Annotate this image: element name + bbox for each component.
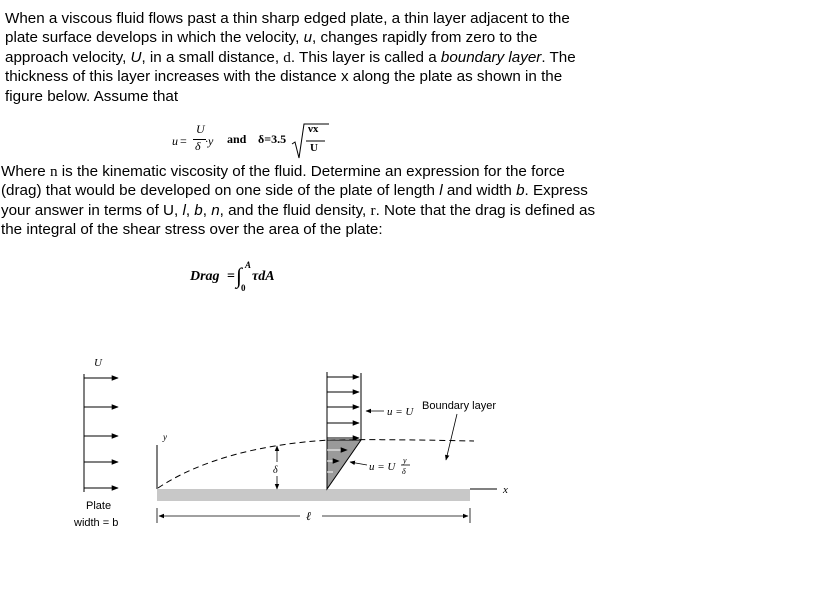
- var-u: u: [303, 29, 313, 47]
- var-b-2: b: [194, 201, 203, 219]
- f1-and: and: [227, 132, 247, 146]
- boundary-layer-label: Boundary layer: [422, 400, 496, 412]
- f1-nu-x: νx: [308, 123, 319, 135]
- y-axis-label: y: [163, 432, 167, 442]
- frac-delta: δ: [402, 467, 406, 476]
- upstream-U-label: U: [94, 357, 102, 369]
- f1-dot-y: ·y: [205, 134, 214, 148]
- drag-formula: [190, 260, 310, 294]
- f2-integrand: τdA: [252, 269, 275, 284]
- boundary-layer-curve: [158, 440, 474, 488]
- var-l-2: l: [182, 201, 186, 219]
- task-paragraph: Where n is the kinematic viscosity of the fluid. Determine an expression for the force (drag) that would be developed on one side of the plate of length l and width b. Express your answer in terms of U, l, b, n, and the fluid density, r. Note that the drag is defined as the integral of the shear stress over the area of the plate:: [1, 163, 596, 239]
- length-label: ℓ: [306, 509, 311, 523]
- var-U: U: [130, 48, 142, 66]
- upstream-velocity-profile: [84, 374, 118, 492]
- f2-lower-limit: 0: [241, 283, 246, 293]
- var-b: b: [516, 182, 525, 200]
- f2-upper-limit: A: [245, 260, 252, 270]
- var-l: l: [439, 182, 443, 200]
- plate-label: Plate: [86, 500, 112, 512]
- term-boundary-layer: boundary layer: [440, 48, 542, 66]
- var-d: d: [283, 48, 291, 66]
- boundary-layer-figure: [0, 340, 819, 591]
- u-eq-Uy-label: u = U: [369, 461, 396, 473]
- f2-integral-sign: ∫: [236, 263, 243, 288]
- velocity-profile-formula: [172, 120, 342, 162]
- delta-label: δ: [273, 465, 278, 476]
- var-n: n: [49, 163, 58, 180]
- var-r: r: [370, 201, 376, 219]
- f2-equals: =: [227, 269, 235, 284]
- u-eq-U-label: u = U: [387, 406, 414, 418]
- u-eq-Uy-pointer: [350, 462, 367, 465]
- plate-width-label: width = b: [74, 517, 119, 529]
- f1-numerator: U: [196, 122, 205, 136]
- x-axis-label: x: [503, 484, 508, 496]
- intro-paragraph: When a viscous fluid flows past a thin sharp edged plate, a thin layer adjacent to the plate surface develops in which the velocity, u, changes rapidly from zero to the approach velocity, U, in a small distance, d. This layer is called a boundary layer. The thickness of this layer increases with the distance x along the plate as shown in the figure below. Assume that: [5, 10, 576, 105]
- f1-u: u: [172, 134, 178, 148]
- downstream-velocity-profile: [327, 372, 361, 489]
- var-n-2: n: [211, 201, 220, 219]
- frac-y: y: [403, 456, 407, 465]
- plate: [157, 489, 470, 501]
- f1-denominator: δ: [195, 139, 201, 153]
- f1-equals: =: [180, 134, 187, 148]
- f1-U-den: U: [310, 142, 318, 154]
- f2-drag: Drag: [190, 269, 220, 284]
- f1-delta-eq: δ=3.5: [258, 132, 287, 146]
- boundary-layer-pointer: [446, 414, 457, 460]
